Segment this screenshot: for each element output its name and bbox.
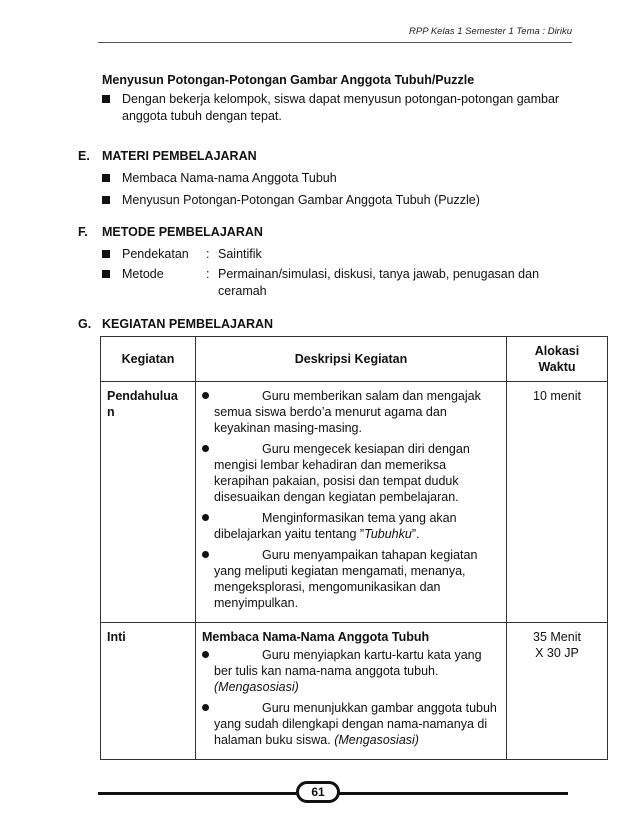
section-f-letter: F. [78, 225, 88, 239]
item-rest: yang meliputi kegiatan mengamati, menanya, mengeksplorasi, mengomunikasikan dan menyimpulkan. [214, 564, 466, 610]
kegiatan-table [100, 336, 608, 760]
item-rest-after: ”. [411, 527, 420, 541]
row-time-inti [507, 623, 608, 760]
section-g [78, 316, 568, 333]
list-item [202, 441, 500, 505]
item-first: Guru menyampaikan tahapan kegiatan [262, 548, 478, 562]
header-alokasi [507, 337, 608, 382]
header-alokasi-line2: Waktu [538, 360, 576, 374]
table-row-pendahuluan [101, 382, 608, 623]
intro-bullet-line2: anggota tubuh dengan tepat. [122, 109, 282, 123]
section-f [78, 224, 568, 300]
table-header-row [101, 337, 608, 382]
item-rest: semua siswa berdo’a menurut agama dan keyakinan masing-masing. [214, 405, 447, 435]
list-item [202, 547, 500, 611]
table-row-inti [101, 623, 608, 760]
section-e-title: MATERI PEMBELAJARAN [102, 149, 257, 163]
square-bullet-icon [102, 196, 110, 204]
row-time-line2: X 30 JP [535, 646, 579, 660]
section-g-letter: G. [78, 317, 92, 331]
metode-value-line2: ceramah [218, 284, 267, 298]
pendekatan-value: Saintifik [218, 247, 262, 261]
section-e-letter: E. [78, 149, 90, 163]
page-number: 61 [296, 781, 340, 803]
metode-row [78, 266, 568, 300]
row-name-inti: Inti [101, 623, 196, 760]
metode-value [218, 266, 558, 300]
header-kegiatan: Kegiatan [101, 337, 196, 382]
item-first: Menginformasikan tema yang akan [262, 511, 457, 525]
list-item [202, 388, 500, 436]
section-e-item-text: Membaca Nama-nama Anggota Tubuh [122, 171, 337, 185]
colon: : [206, 267, 210, 281]
item-first: Guru menunjukkan gambar anggota tubuh [262, 701, 497, 715]
running-header: RPP Kelas 1 Semester 1 Tema : Diriku [409, 26, 572, 37]
header-deskripsi: Deskripsi Kegiatan [196, 337, 507, 382]
intro-title: Menyusun Potongan-Potongan Gambar Anggota Tubuh/Puzzle [102, 73, 475, 87]
square-bullet-icon [102, 95, 110, 103]
header-alokasi-line1: Alokasi [534, 344, 580, 358]
bullet-dot-icon [202, 704, 209, 711]
section-f-title: METODE PEMBELAJARAN [102, 225, 263, 239]
bullet-dot-icon [202, 392, 209, 399]
item-first: Guru menyiapkan kartu-kartu kata yang [262, 648, 482, 662]
list-item [202, 700, 500, 748]
list-item [202, 510, 500, 542]
row-name-line2: n [107, 405, 115, 419]
row-desc-inti [196, 623, 507, 760]
section-e-item-text: Menyusun Potongan-Potongan Gambar Anggota Tubuh (Puzzle) [122, 193, 480, 207]
square-bullet-icon [102, 270, 110, 278]
row-desc-pendahuluan [196, 382, 507, 623]
intro-block [78, 72, 568, 125]
bullet-dot-icon [202, 651, 209, 658]
intro-bullet [78, 91, 568, 125]
row-time-pendahuluan: 10 menit [507, 382, 608, 623]
item-tag: (Mengasosiasi) [214, 680, 299, 694]
metode-label: Metode [122, 267, 164, 281]
colon: : [206, 247, 210, 261]
section-g-title: KEGIATAN PEMBELAJARAN [102, 317, 274, 331]
item-italic: Tubuhku [364, 527, 412, 541]
metode-value-line1: Permainan/simulasi, diskusi, tanya jawab, penugasan dan [218, 267, 540, 281]
inti-subtitle: Membaca Nama-Nama Anggota Tubuh [202, 630, 430, 644]
list-item [202, 647, 500, 695]
bullet-dot-icon [202, 551, 209, 558]
item-first: Guru mengecek kesiapan diri dengan [262, 442, 470, 456]
section-e-item [78, 192, 568, 209]
square-bullet-icon [102, 250, 110, 258]
pendekatan-label: Pendekatan [122, 247, 189, 261]
pendekatan-row [78, 246, 568, 263]
bullet-dot-icon [202, 445, 209, 452]
intro-bullet-line1: Dengan bekerja kelompok, siswa dapat menyusun potongan-potongan gambar [122, 92, 560, 106]
item-first: Guru memberikan salam dan mengajak [262, 389, 481, 403]
bullet-dot-icon [202, 514, 209, 521]
section-e [78, 148, 568, 209]
row-name-pendahuluan [101, 382, 196, 623]
row-time-line1: 35 Menit [533, 630, 581, 644]
header-rule [98, 42, 572, 43]
item-rest: ber tulis kan nama-nama anggota tubuh. [214, 664, 439, 678]
item-rest: mengisi lembar kehadiran dan memeriksa kerapihan pakaian, posisi dan tempat duduk disesuaikan dengan kegiatan pembelajaran. [214, 458, 459, 504]
item-tag: (Mengasosiasi) [334, 733, 419, 747]
item-rest: yang sudah dilengkapi dengan nama-namanya di halaman buku siswa. [214, 717, 488, 747]
square-bullet-icon [102, 174, 110, 182]
item-rest: dibelajarkan yaitu tentang ” [214, 527, 365, 541]
section-e-item [78, 170, 568, 187]
row-name-line1: Pendahulua [107, 389, 178, 403]
